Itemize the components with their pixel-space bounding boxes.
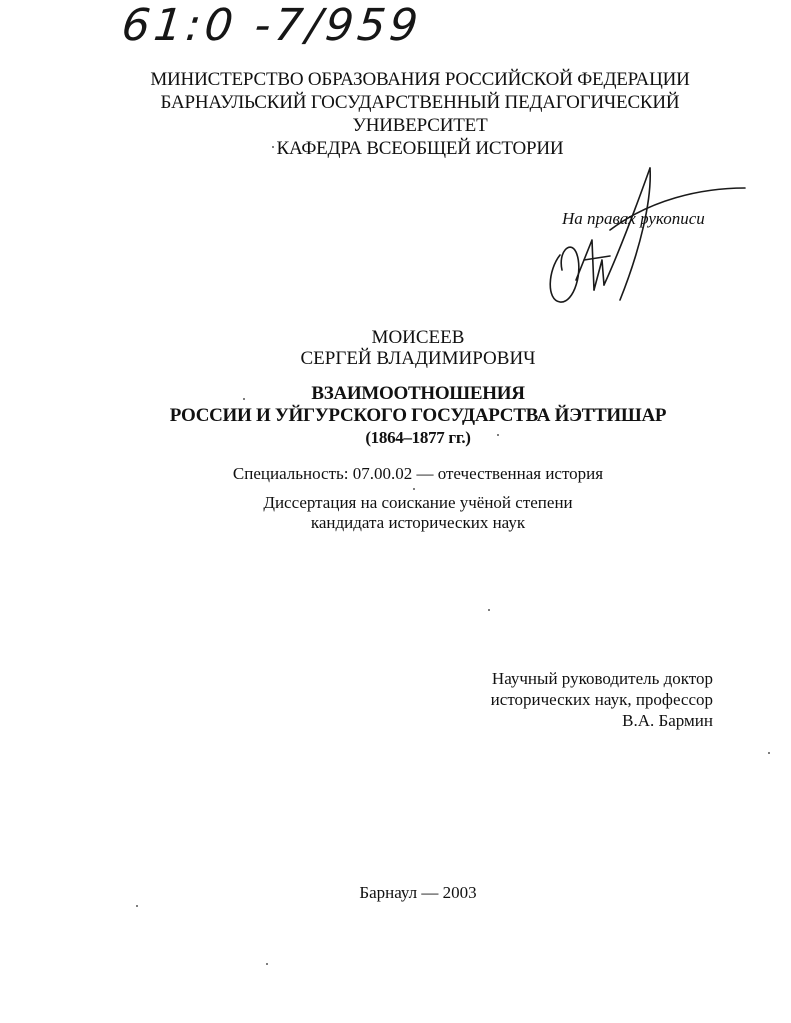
scan-speck (497, 434, 499, 436)
supervisor-name: В.А. Бармин (622, 711, 713, 730)
city-year: Барнаул — 2003 (359, 883, 477, 902)
degree-statement (0, 493, 791, 533)
title-line1: ВЗАИМООТНОШЕНИЯ (311, 383, 525, 404)
title-dates: (1864–1877 гг.) (365, 428, 471, 447)
supervisor-line1: Научный руководитель доктор (491, 669, 713, 688)
university-name-line2: УНИВЕРСИТЕТ (352, 115, 488, 136)
specialty-line: Специальность: 07.00.02 — отечественная история (232, 464, 604, 483)
university-name-line1: БАРНАУЛЬСКИЙ ГОСУДАРСТВЕННЫЙ ПЕДАГОГИЧЕСКИЙ (160, 92, 680, 113)
scan-speck (266, 963, 268, 965)
scan-speck (768, 752, 770, 754)
scan-speck (136, 905, 138, 907)
degree-line1: Диссертация на соискание учёной степени (263, 493, 573, 512)
scan-speck (413, 488, 415, 490)
degree-line2: кандидата исторических наук (310, 513, 526, 532)
manuscript-rights-label: На правах рукописи (562, 209, 705, 228)
institution-header (0, 68, 791, 160)
department-name: КАФЕДРА ВСЕОБЩЕЙ ИСТОРИИ (276, 138, 564, 159)
title-line2: РОССИИ И УЙГУРСКОГО ГОСУДАРСТВА ЙЭТТИШАР (169, 405, 667, 426)
scan-speck (272, 146, 274, 148)
supervisor-info (491, 668, 713, 731)
ministry-name: МИНИСТЕРСТВО ОБРАЗОВАНИЯ РОССИЙСКОЙ ФЕДЕРАЦИИ (150, 69, 690, 90)
dissertation-title (0, 383, 791, 449)
scan-speck (243, 398, 245, 400)
supervisor-line2: исторических наук, профессор (490, 690, 713, 709)
archive-number-handwritten: 61:0 -7/959 (119, 0, 425, 51)
scan-speck (488, 609, 490, 611)
author-surname: МОИСЕЕВ (371, 327, 465, 348)
author-given-names: СЕРГЕЙ ВЛАДИМИРОВИЧ (300, 348, 536, 369)
handwritten-signature (540, 160, 750, 310)
author-name (0, 327, 791, 369)
